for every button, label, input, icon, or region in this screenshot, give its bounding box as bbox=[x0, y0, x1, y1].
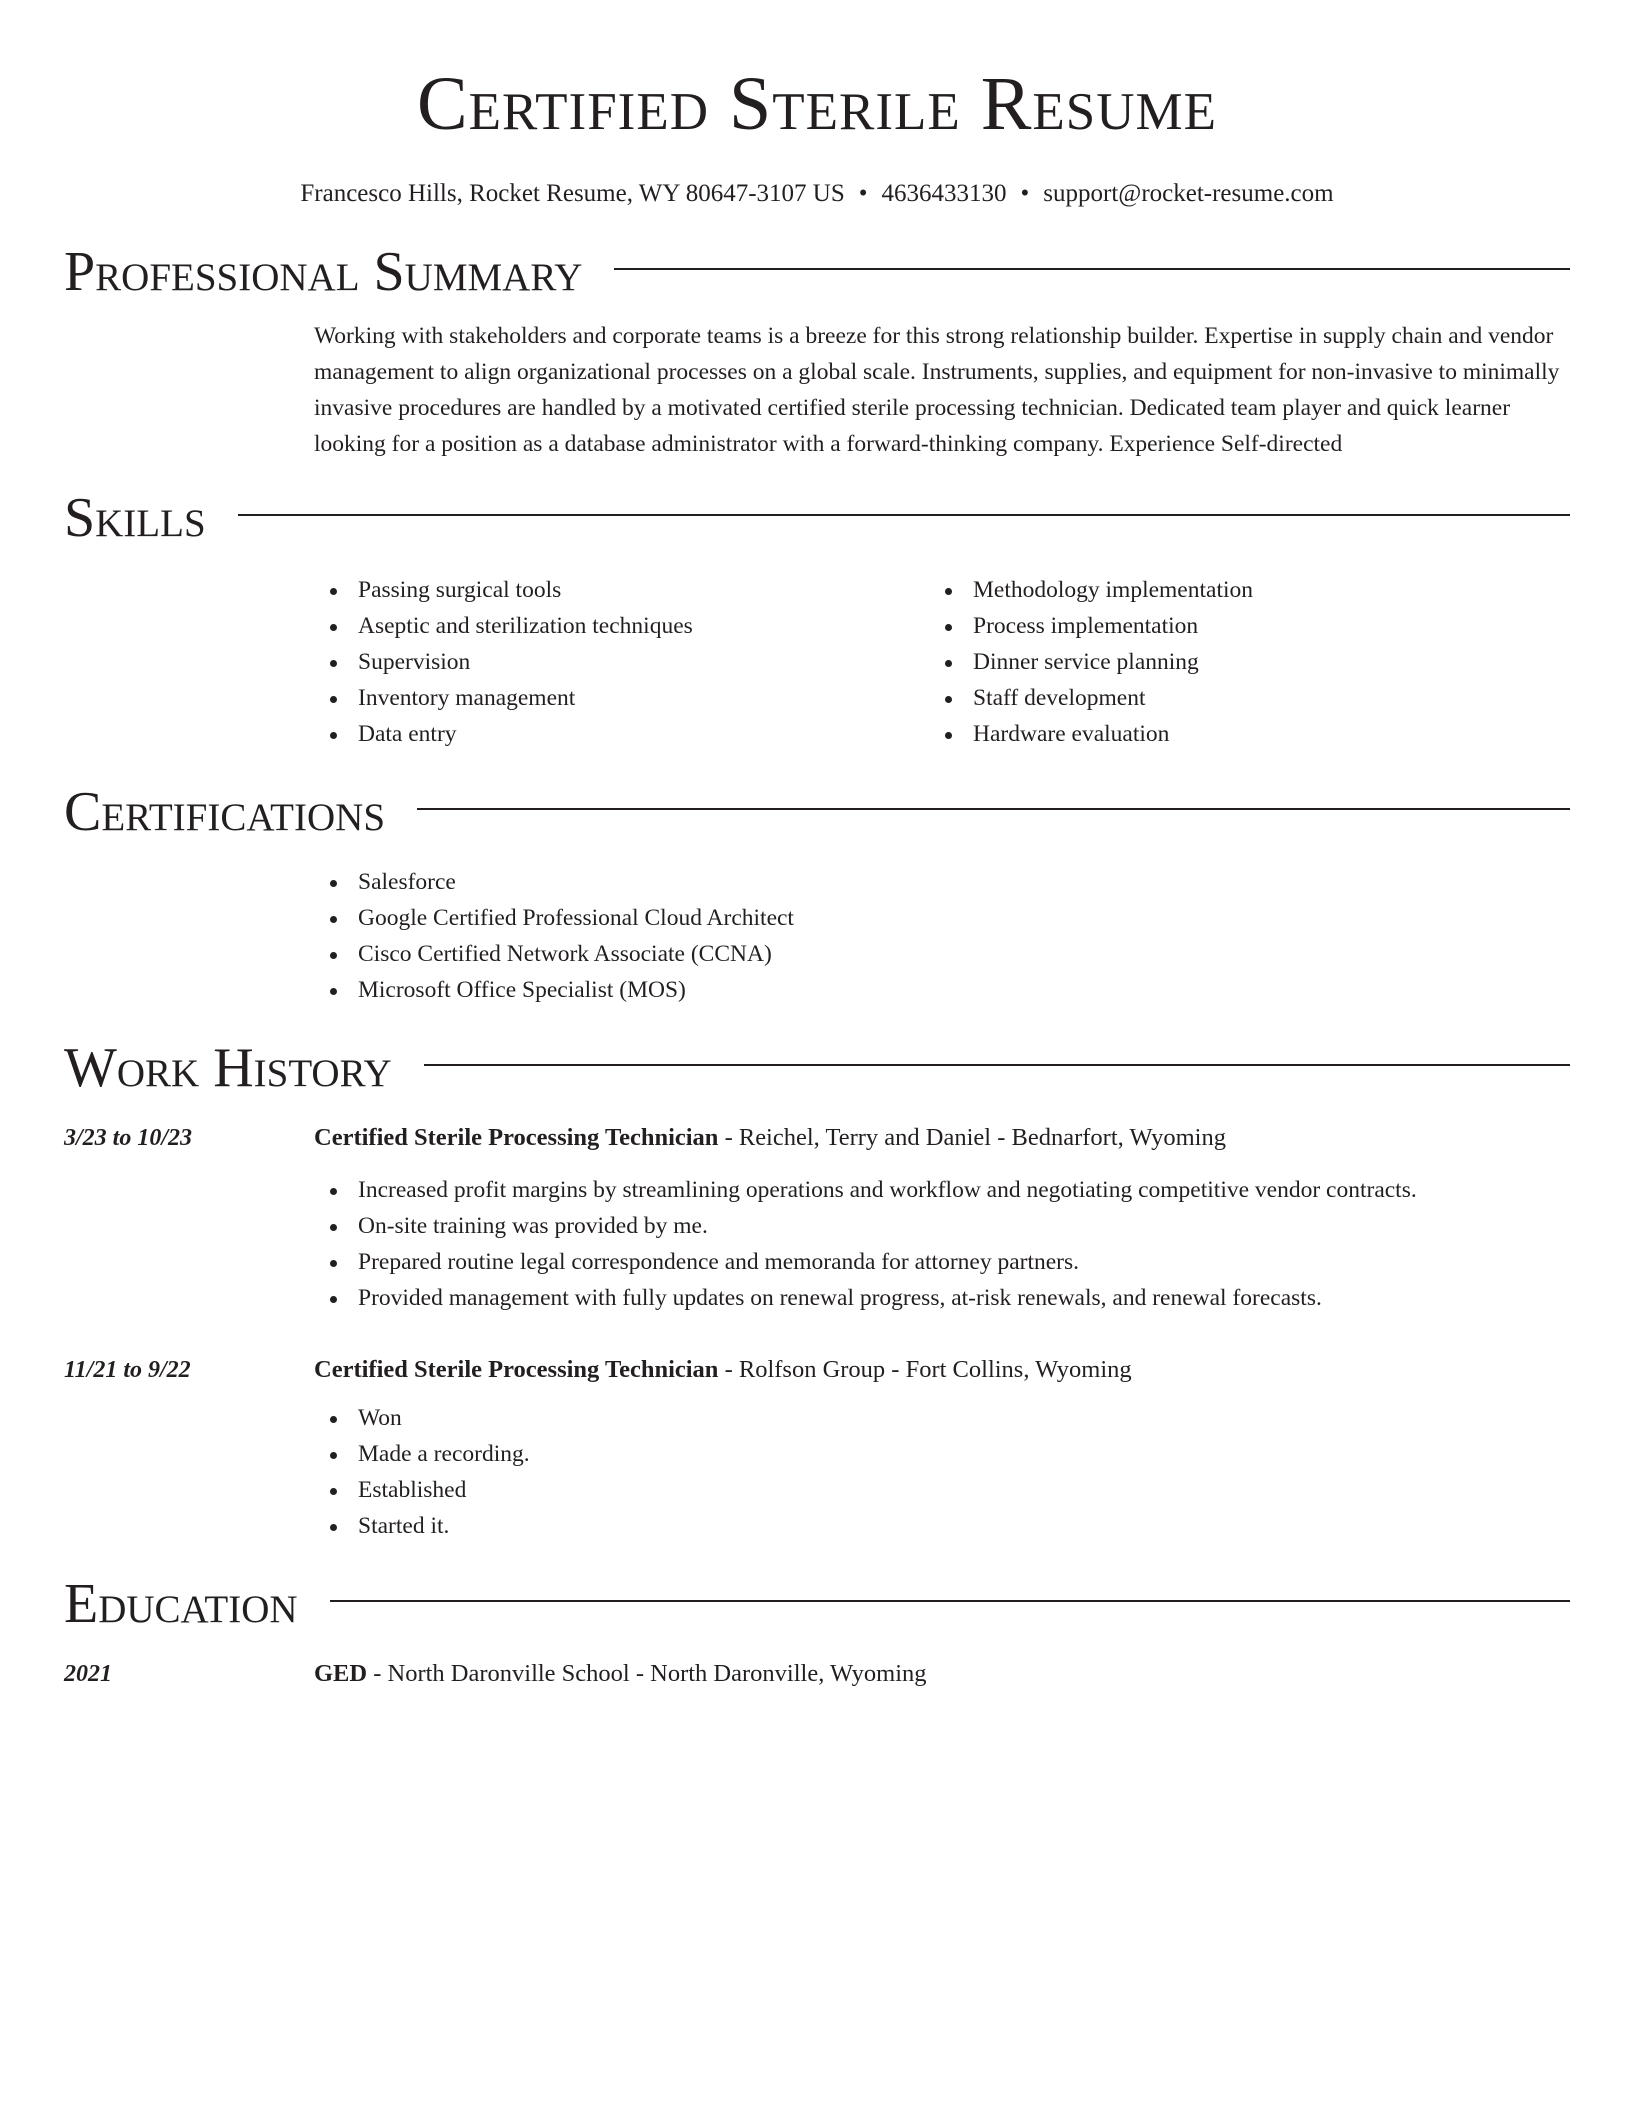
summary-section bbox=[64, 240, 1570, 462]
skill-item: Hardware evaluation bbox=[929, 716, 1544, 752]
certification-item: Salesforce bbox=[314, 864, 1570, 900]
job-details bbox=[314, 1120, 1570, 1316]
section-divider bbox=[417, 808, 1570, 810]
section-divider bbox=[424, 1064, 1570, 1066]
skill-item: Methodology implementation bbox=[929, 572, 1544, 608]
job-bullet: Established bbox=[314, 1472, 1570, 1508]
certification-item: Cisco Certified Network Associate (CCNA) bbox=[314, 936, 1570, 972]
job-title-line bbox=[314, 1120, 1570, 1156]
section-divider bbox=[614, 268, 1570, 270]
job-title: Certified Sterile Processing Technician bbox=[314, 1124, 719, 1151]
skills-body bbox=[314, 572, 1570, 752]
job-employer: - Reichel, Terry and Daniel - Bednarfort, Wyoming bbox=[718, 1124, 1226, 1151]
skill-item: Dinner service planning bbox=[929, 644, 1544, 680]
skill-item: Supervision bbox=[314, 644, 929, 680]
skill-item: Inventory management bbox=[314, 680, 929, 716]
work-header bbox=[64, 1036, 1570, 1100]
education-school: - North Daronville School - North Daronville, Wyoming bbox=[367, 1660, 927, 1687]
certification-item: Microsoft Office Specialist (MOS) bbox=[314, 972, 1570, 1008]
job-bullets bbox=[314, 1400, 1570, 1544]
contact-separator: • bbox=[1020, 180, 1030, 207]
section-divider bbox=[330, 1600, 1570, 1602]
contact-address: Francesco Hills, Rocket Resume, WY 80647-3107 US bbox=[300, 180, 845, 207]
education-year: 2021 bbox=[64, 1661, 112, 1687]
education-heading: Education bbox=[64, 1573, 298, 1635]
job-bullet: Won bbox=[314, 1400, 1570, 1436]
job-bullets bbox=[314, 1172, 1570, 1316]
skills-list-left bbox=[314, 572, 929, 752]
section-divider bbox=[238, 514, 1570, 516]
job-bullet: Provided management with fully updates on renewal progress, at-risk renewals, and renewal forecasts. bbox=[314, 1280, 1570, 1316]
job-title: Certified Sterile Processing Technician bbox=[314, 1356, 719, 1383]
job-bullet: Started it. bbox=[314, 1508, 1570, 1544]
skill-item: Data entry bbox=[314, 716, 929, 752]
job-bullet: On-site training was provided by me. bbox=[314, 1208, 1570, 1244]
work-section bbox=[64, 1036, 1570, 1544]
skills-list-right bbox=[929, 572, 1544, 752]
certification-item: Google Certified Professional Cloud Architect bbox=[314, 900, 1570, 936]
summary-heading: Professional Summary bbox=[64, 241, 583, 303]
skills-header bbox=[64, 486, 1570, 550]
summary-header bbox=[64, 240, 1570, 304]
skill-item: Aseptic and sterilization techniques bbox=[314, 608, 929, 644]
work-heading: Work History bbox=[64, 1037, 392, 1099]
certifications-header bbox=[64, 780, 1570, 844]
contact-separator: • bbox=[858, 180, 868, 207]
education-degree: GED bbox=[314, 1660, 368, 1687]
education-header bbox=[64, 1572, 1570, 1636]
job-bullet: Made a recording. bbox=[314, 1436, 1570, 1472]
contact-line bbox=[64, 178, 1570, 210]
skill-item: Passing surgical tools bbox=[314, 572, 929, 608]
job-entry bbox=[64, 1352, 1570, 1544]
summary-text: Working with stakeholders and corporate teams is a breeze for this strong relationship builder. Expertise in supply chain and vendor management to align organizational processes on a global scale. Instruments, supplies, and equipment for non-invasive to minimally invasive procedures are handled by a motivated certified sterile processing technician. Dedicated team player and quick learner looking for a position as a database administrator with a forward-thinking company. Experience Self-directed bbox=[314, 323, 1560, 457]
certifications-body bbox=[314, 864, 1570, 1008]
job-dates: 3/23 to 10/23 bbox=[64, 1125, 193, 1151]
job-bullet: Increased profit margins by streamlining operations and workflow and negotiating competitive vendor contracts. bbox=[314, 1172, 1570, 1208]
skills-section bbox=[64, 486, 1570, 752]
job-entry bbox=[64, 1120, 1570, 1316]
resume-title: Certified Sterile Resume bbox=[416, 62, 1218, 146]
summary-body bbox=[314, 318, 1570, 462]
job-dates: 11/21 to 9/22 bbox=[64, 1357, 191, 1383]
job-employer: - Rolfson Group - Fort Collins, Wyoming bbox=[718, 1356, 1132, 1383]
job-details bbox=[314, 1352, 1570, 1544]
education-section bbox=[64, 1572, 1570, 1692]
certifications-list bbox=[314, 864, 1570, 1008]
contact-phone: 4636433130 bbox=[881, 180, 1007, 207]
certifications-heading: Certifications bbox=[64, 781, 386, 843]
skill-item: Process implementation bbox=[929, 608, 1544, 644]
education-details bbox=[314, 1656, 1570, 1692]
certifications-section bbox=[64, 780, 1570, 1008]
skills-heading: Skills bbox=[64, 487, 206, 549]
job-bullet: Prepared routine legal correspondence and memoranda for attorney partners. bbox=[314, 1244, 1570, 1280]
contact-email: support@rocket-resume.com bbox=[1043, 180, 1334, 207]
job-title-line bbox=[314, 1352, 1570, 1388]
skill-item: Staff development bbox=[929, 680, 1544, 716]
education-entry bbox=[64, 1656, 1570, 1692]
